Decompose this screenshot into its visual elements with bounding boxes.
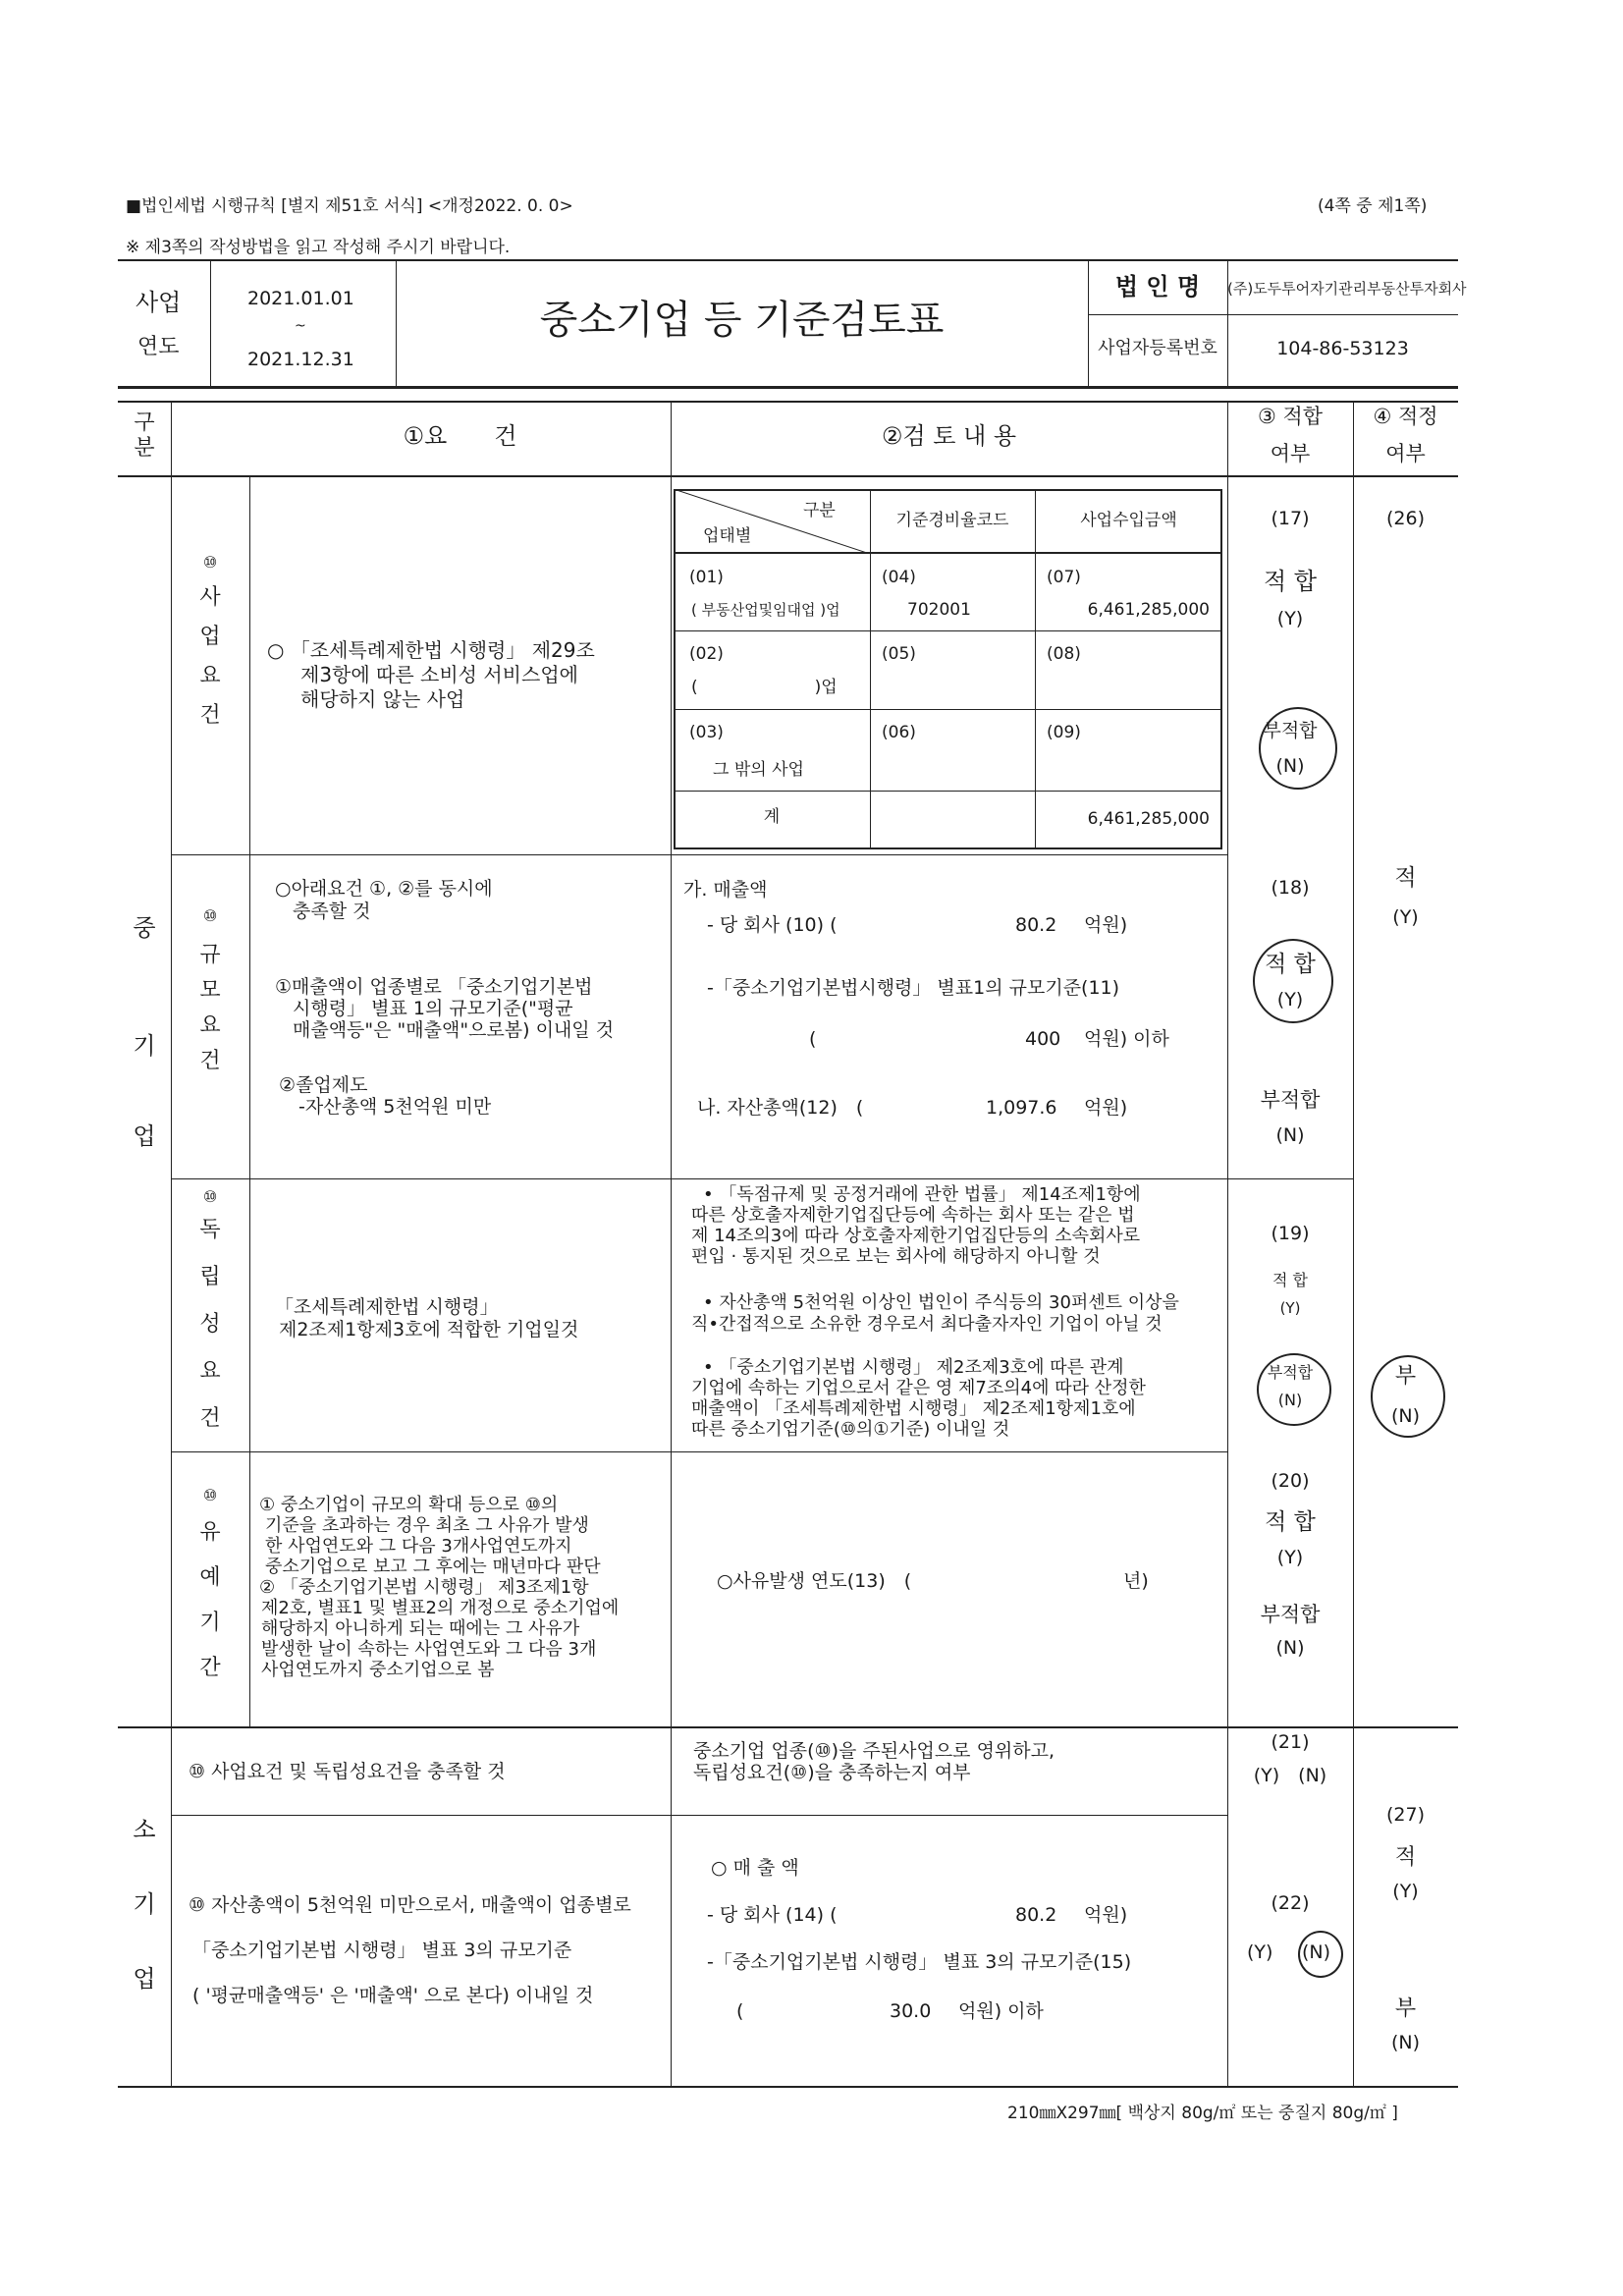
row106-review-a: ○ 매 출 액 — [711, 1857, 799, 1879]
row105-fit-no: (21) — [1271, 1731, 1310, 1753]
instruction-note: ※ 제3쪽의 작성방법을 읽고 작성해 주시기 바랍니다. — [126, 238, 511, 257]
row101-proper-no: (26) — [1385, 508, 1425, 529]
row102-fit-no: (18) — [1271, 877, 1310, 899]
row104-fit-no-label: 부적합 — [1260, 1603, 1321, 1626]
table-row3-code-no: (06) — [882, 723, 916, 742]
row101-fit-no-label: 부적합 — [1263, 720, 1318, 741]
table-head-code: 기준경비율코드 — [895, 511, 1009, 530]
row102-review-b-unit: 억원) — [1084, 1097, 1128, 1119]
table-head-income: 사업수입금액 — [1080, 511, 1177, 530]
row102-review-a1-pre: - 당 회사 (10) ( — [707, 914, 838, 936]
table-row1-amt-no: (07) — [1047, 568, 1081, 587]
biz-no: 104-86-53123 — [1276, 338, 1409, 359]
row106-review-a1-val: 80.2 — [1015, 1904, 1057, 1926]
biz-no-label: 사업자등록번호 — [1098, 338, 1217, 358]
row106-review-a2: -「중소기업기본법 시행령」 별표 3의 규모기준(15) — [707, 1951, 1132, 1973]
row104-fit-no-n: (N) — [1275, 1637, 1305, 1659]
table-row2-code-no: (05) — [882, 644, 916, 664]
row101-fit-no-n: (N) — [1275, 755, 1305, 777]
period-start: 2021.01.01 — [247, 288, 354, 309]
period-end: 2021.12.31 — [247, 349, 354, 370]
corp-name-label: 법 인 명 — [1114, 273, 1201, 301]
row106-fit-no: (22) — [1271, 1892, 1310, 1914]
row103-fit-no: (19) — [1271, 1223, 1310, 1244]
table-row2-name: ( )업 — [691, 678, 838, 697]
row102-label: ⑩ 규 모 요 건 — [199, 906, 221, 1073]
table-head-industry: 업태별 — [703, 526, 752, 546]
row102-review-a: 가. 매출액 — [683, 879, 768, 901]
row106-proper-no-n: (N) — [1390, 2032, 1421, 2053]
table-row1-name: ( 부동산업및임대업 )업 — [691, 601, 840, 619]
table-row2-amt-no: (08) — [1047, 644, 1081, 664]
row101-fit-yes-y: (Y) — [1276, 608, 1304, 629]
table-row1-amt: 6,461,285,000 — [1087, 600, 1210, 620]
review-header: ②검 토 내 용 — [881, 422, 1017, 450]
row101-condition: ○ 「조세특례제한법 시행령」 제29조 제3항에 따른 소비성 서비스업에 해당하지 않는 사업 — [267, 638, 595, 711]
row103-review-3: • 「중소기업기본법 시행령」 제2조제3호에 따른 관계 기업에 속하는 기업으로서 같은 영 제7조의4에 따라 산정한 매출액이 「조세특례제한법 시행령」 제2조제1항제1호에 따른 중소기업기준(⑩의①기준) 이내일 것 — [691, 1357, 1146, 1440]
row102-fit-yes: 적 합 — [1265, 952, 1316, 977]
row102-fit-no-label: 부적합 — [1260, 1088, 1321, 1112]
row102-review-a2: -「중소기업기본법시행령」 별표1의 규모기준(11) — [707, 977, 1120, 999]
row103-review-1: • 「독점규제 및 공정거래에 관한 법률」 제14조제1항에 따른 상호출자제한기업집단등에 속하는 회사 또는 같은 법 제 14조의3에 따라 상호출자제한기업집단등의 소속회사로 편입 · 통지된 것으로 보는 회사에 해당하지 아니할 것 — [691, 1184, 1141, 1267]
row103-fit-yes: 적 합 — [1272, 1271, 1308, 1289]
table-head-gubun: 구분 — [803, 501, 836, 520]
table-row2-no: (02) — [689, 644, 724, 664]
paper-spec-footer: 210㎜X297㎜[ 백상지 80g/㎡ 또는 중질지 80g/㎡ ] — [1007, 2104, 1398, 2123]
row106-proper: 적 — [1394, 1845, 1417, 1870]
row106-review-a3-val: 30.0 — [890, 2000, 932, 2022]
row101-fit-yes: 적 합 — [1264, 568, 1317, 595]
table-row1-code: 702001 — [907, 600, 971, 620]
row102-cond-main: ○아래요건 ①, ②를 동시에 충족할 것 — [275, 878, 493, 922]
row106-review-a1-unit: 억원) — [1084, 1904, 1128, 1926]
row106-fit-y: (Y) — [1247, 1941, 1273, 1963]
requirement-header: ①요 건 — [403, 422, 517, 450]
row103-fit-yes-y: (Y) — [1279, 1299, 1301, 1317]
gubun-header: 구 분 — [134, 410, 155, 461]
row106-proper-no-label: 부 — [1394, 1996, 1417, 2021]
row105-fit-yn: (Y) (N) — [1253, 1765, 1327, 1786]
row106-review-a3-unit: 억원) 이하 — [958, 2000, 1044, 2022]
row101-fit-no: (17) — [1271, 508, 1310, 529]
row104-label: ⑩ 유 예 기 간 — [199, 1486, 221, 1680]
proper-header-2: 여부 — [1385, 442, 1426, 465]
row106-fit-n: (N) — [1302, 1941, 1331, 1963]
row103-label: ⑩ 독 립 성 요 건 — [199, 1187, 221, 1431]
row103-fit-no-label: 부적합 — [1267, 1363, 1314, 1382]
period-label-1: 사업 — [135, 289, 182, 316]
row104-fit-no: (20) — [1271, 1470, 1310, 1492]
row106-review-a3-pre: ( — [736, 2000, 744, 2022]
row102-review-b-val: 1,097.6 — [986, 1097, 1057, 1119]
row102-review-a3-pre: ( — [809, 1028, 817, 1050]
proper-header-1: ④ 적정 — [1373, 405, 1438, 428]
fit-header-2: 여부 — [1270, 442, 1311, 465]
section-sme: 중 기 업 — [133, 914, 156, 1150]
row104-review-pre: ○사유발생 연도(13) ( — [717, 1570, 912, 1592]
table-row3-name: 그 밖의 사업 — [713, 760, 804, 780]
row103-condition: 「조세특례제한법 시행령」 제2조제1항제3호에 적합한 기업일것 — [275, 1296, 579, 1340]
table-row1-no: (01) — [689, 568, 724, 587]
row106-proper-no: (27) — [1385, 1804, 1425, 1826]
row102-cond-2: ②졸업제도 -자산총액 5천억원 미만 — [279, 1074, 492, 1118]
corp-name: (주)도두투어자기관리부동산투자회사 — [1227, 280, 1467, 298]
row106-condition: ⑩ 자산총액이 5천억원 미만으로서, 매출액이 업종별로 「중소기업기본법 시행령」 별표 3의 규모기준 ( '평균매출액등' 은 '매출액' 으로 본다) 이내일 것 — [189, 1894, 631, 2006]
period-tilde: ~ — [295, 318, 306, 334]
row102-fit-yes-y: (Y) — [1276, 989, 1304, 1011]
row103-review-2: • 자산총액 5천억원 이상인 법인이 주식등의 30퍼센트 이상을 직•간접적으로 소유한 경우로서 최다출자자인 기업이 아닐 것 — [691, 1292, 1179, 1335]
section-small: 소 기 업 — [133, 1816, 156, 1993]
row104-fit-yes-y: (Y) — [1276, 1547, 1304, 1568]
table-total-label: 계 — [763, 807, 781, 827]
row102-review-a1-val: 80.2 — [1015, 914, 1057, 936]
row103-fit-no-n: (N) — [1277, 1391, 1303, 1409]
row102-review-b-pre: 나. 자산총액(12) ( — [697, 1097, 864, 1119]
table-row1-code-no: (04) — [882, 568, 916, 587]
table-row3-no: (03) — [689, 723, 724, 742]
row101-label: ⑩ 사 업 요 건 — [199, 553, 221, 728]
row106-proper-y: (Y) — [1392, 1881, 1419, 1902]
row102-proper-y: (Y) — [1392, 906, 1419, 928]
fit-header-1: ③ 적합 — [1257, 405, 1324, 428]
row105-condition: ⑩ 사업요건 및 독립성요건을 충족할 것 — [189, 1761, 506, 1782]
period-label-2: 연도 — [137, 335, 180, 359]
row102-proper: 적 — [1394, 865, 1417, 891]
row102-fit-no-n: (N) — [1275, 1124, 1305, 1146]
row104-condition: ① 중소기업이 규모의 확대 등으로 ⑩의 기준을 초과하는 경우 최초 그 사유가 발생 한 사업연도와 그 다음 3개사업연도까지 중소기업으로 보고 그 후에는 매년마다 판단 ② 「중소기업기본법 시행령」 제3조제1항 제2호, 별표1 및 별표2의 개정으로 중소기업에 해당하지 아니하게 되는 때에는 그 사유가 발생한 날이 속하는 사업연도와 그 다음 3개 사업연도까지 중소기업으로 봄 — [259, 1495, 620, 1680]
row102-cond-1: ①매출액이 업종별로 「중소기업기본법 시행령」 별표 1의 규모기준("평균 매출액등"은 "매출액"으로봄) 이내일 것 — [275, 976, 615, 1041]
row103-proper: 부 — [1394, 1364, 1417, 1389]
row104-review-unit: 년) — [1123, 1570, 1149, 1592]
row102-review-a1-unit: 억원) — [1084, 914, 1128, 936]
row105-review: 중소기업 업종(⑩)을 주된사업으로 영위하고, 독립성요건(⑩)을 충족하는지 여부 — [693, 1740, 1055, 1783]
table-total-amt: 6,461,285,000 — [1087, 809, 1210, 829]
page-indicator: (4쪽 중 제1쪽) — [1318, 196, 1428, 216]
form-title: 중소기업 등 기준검토표 — [539, 298, 945, 343]
row102-review-a3-val: 400 — [1025, 1028, 1061, 1050]
row103-proper-n: (N) — [1390, 1405, 1421, 1427]
row102-review-a3-unit: 억원) 이하 — [1084, 1028, 1169, 1050]
form-reference: ■법인세법 시행규칙 [별지 제51호 서식] <개정2022. 0. 0> — [126, 196, 573, 216]
row106-review-a1-pre: - 당 회사 (14) ( — [707, 1904, 838, 1926]
table-row3-amt-no: (09) — [1047, 723, 1081, 742]
row104-fit-yes: 적 합 — [1265, 1509, 1316, 1535]
